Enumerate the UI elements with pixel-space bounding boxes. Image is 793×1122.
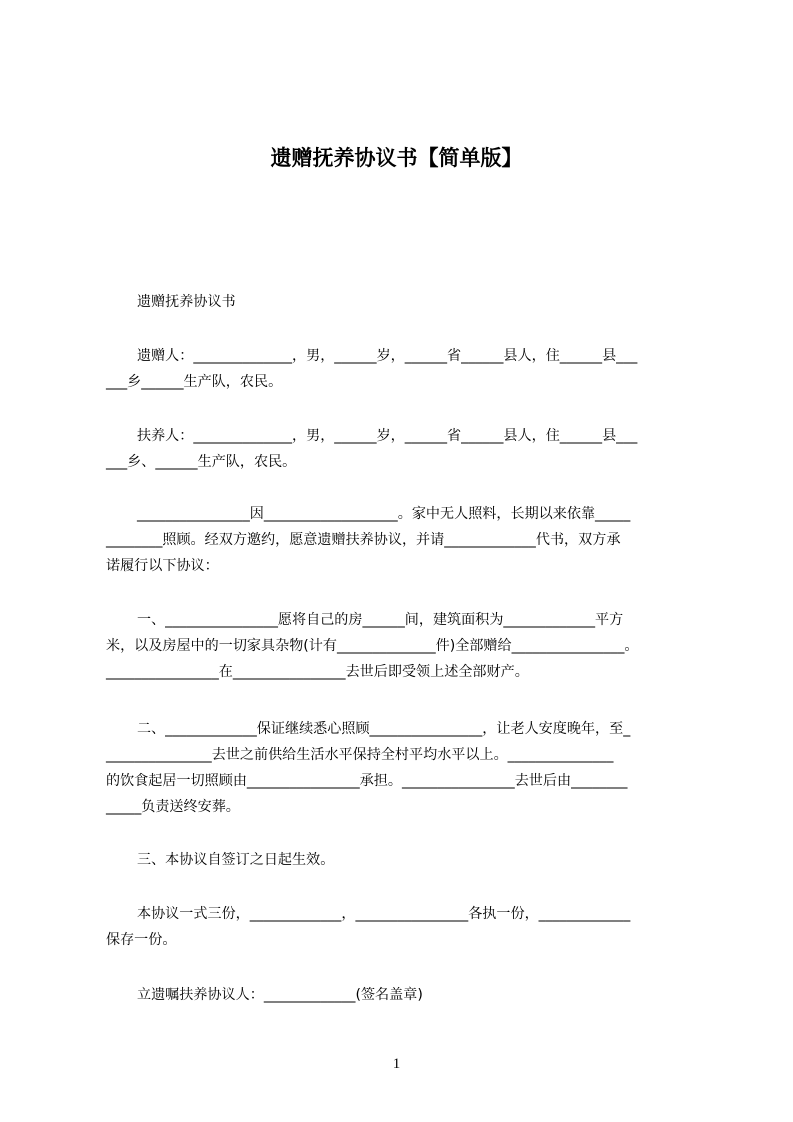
- paragraph-line: 三、本协议自签订之日起生效。: [137, 852, 335, 868]
- paragraph-line: 扶养人：______________，男，______岁，______省______县人，住______县___: [137, 428, 638, 444]
- paragraph-line: 遗赠抚养协议书: [137, 294, 236, 310]
- paragraph-line: ________________因___________________。家中无人照料，长期以来依靠_____: [137, 506, 631, 522]
- paragraph-supporter-info: [106, 423, 702, 475]
- paragraph-line: ___乡______生产队，农民。: [106, 374, 283, 390]
- paragraph-clause-three: [106, 847, 733, 873]
- paragraph-clause-two: [106, 716, 702, 820]
- page-number: 1: [392, 1056, 401, 1072]
- paragraph-line: 米，以及房屋中的一切家具杂物(计有______________件)全部赠给________________。: [106, 638, 639, 654]
- paragraph-clause-one: [106, 607, 702, 685]
- paragraph-line: 保存一份。: [106, 932, 177, 948]
- paragraph-copies: [106, 901, 702, 953]
- paragraph-subtitle: [106, 289, 733, 315]
- paragraph-line: ___乡、______生产队，农民。: [106, 454, 297, 470]
- paragraph-background: [106, 501, 702, 579]
- paragraph-line: 遗赠人：______________，男，______岁，______省______县人，住______县___: [137, 348, 638, 364]
- paragraph-bequeather-info: [106, 343, 702, 395]
- paragraph-line: _____负责送终安葬。: [106, 799, 240, 815]
- paragraph-line: 立遗嘱扶养协议人：_____________(签名盖章): [137, 987, 423, 1003]
- paragraph-line: ________照顾。经双方邀约，愿意遗赠扶养协议，并请_____________代书，双方承: [106, 532, 621, 548]
- paragraph-line: 的饮食起居一切照顾由________________承担。________________去世后由________: [106, 773, 628, 789]
- paragraph-line: 一、________________愿将自己的房______间，建筑面积为_____________平方: [137, 612, 624, 628]
- paragraph-line: 二、_____________保证继续悉心照顾________________，让老人安度晚年，至_: [137, 721, 631, 737]
- document-title: 遗赠抚养协议书【简单版】: [270, 146, 523, 170]
- paragraph-line: ________________在________________去世后即受领上述全部财产。: [106, 664, 529, 680]
- paragraph-line: _______________去世之前供给生活水平保持全村平均水平以上。_______________: [106, 747, 614, 763]
- paragraph-line: 诺履行以下协议：: [106, 558, 219, 574]
- paragraph-line: 本协议一式三份，_____________，________________各执一份，_____________: [137, 906, 631, 922]
- paragraph-signature: [106, 982, 733, 1008]
